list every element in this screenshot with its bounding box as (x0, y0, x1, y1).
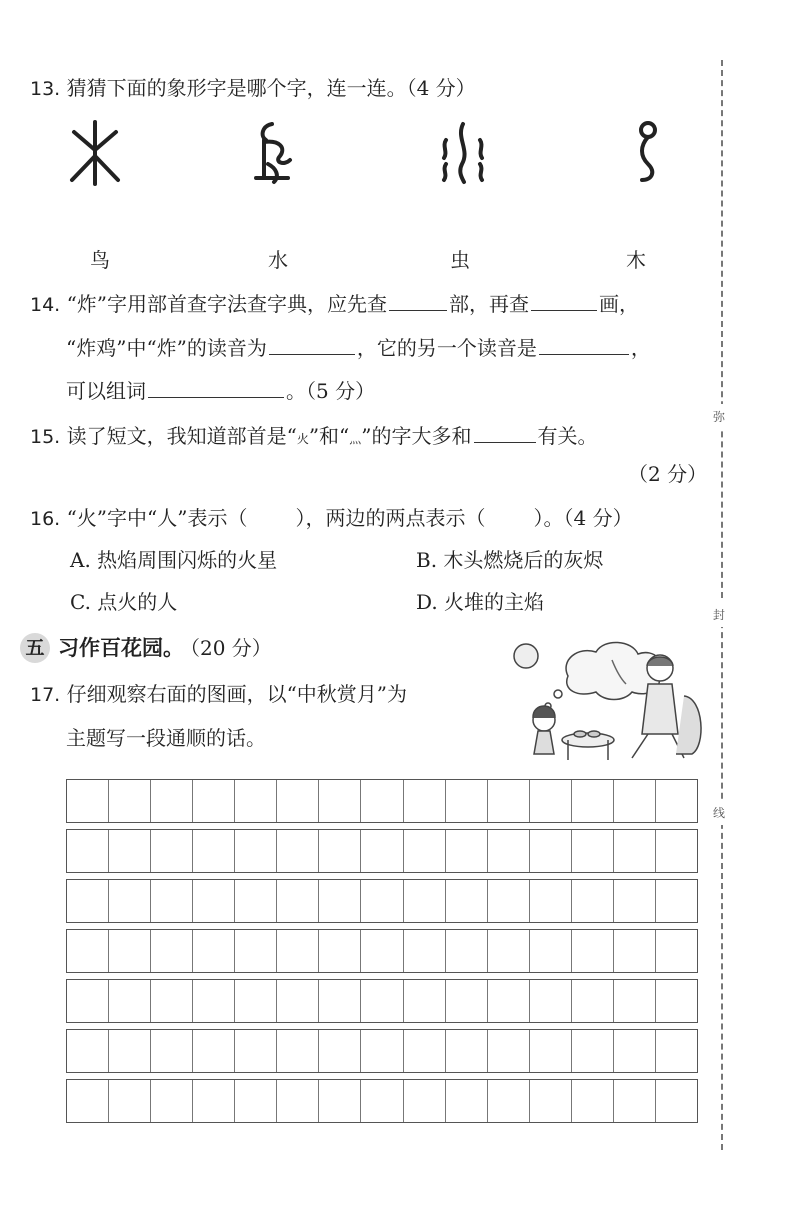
option-d: D. 火堆的主焰 (416, 590, 545, 614)
grid-cell[interactable] (109, 1080, 151, 1122)
grid-cell[interactable] (235, 1030, 277, 1072)
grid-cell[interactable] (614, 930, 656, 972)
question-16 (30, 504, 633, 533)
answer-option-2: 水 (268, 248, 288, 272)
grid-cell[interactable] (319, 880, 361, 922)
grid-row (66, 879, 698, 923)
grid-cell[interactable] (235, 880, 277, 922)
grid-cell[interactable] (530, 1080, 572, 1122)
grid-cell[interactable] (488, 930, 530, 972)
question-number: 15. (30, 426, 61, 448)
grid-cell[interactable] (446, 930, 488, 972)
grid-cell[interactable] (404, 830, 446, 872)
question-text: ，它的另一个读音是 (356, 336, 537, 360)
grid-cell[interactable] (572, 880, 614, 922)
grid-cell[interactable] (530, 980, 572, 1022)
grid-cell[interactable] (614, 880, 656, 922)
grid-cell[interactable] (361, 780, 403, 822)
grid-cell[interactable] (277, 980, 319, 1022)
grid-cell[interactable] (109, 930, 151, 972)
grid-cell[interactable] (319, 1030, 361, 1072)
grid-cell[interactable] (151, 830, 193, 872)
grid-cell[interactable] (151, 930, 193, 972)
grid-cell[interactable] (446, 1030, 488, 1072)
grid-cell[interactable] (193, 1030, 235, 1072)
question-text: 部，再查 (449, 292, 530, 316)
grid-cell[interactable] (488, 1080, 530, 1122)
grid-cell[interactable] (656, 1080, 697, 1122)
grid-cell[interactable] (193, 780, 235, 822)
question-13 (30, 74, 476, 103)
grid-cell[interactable] (656, 880, 697, 922)
grid-cell[interactable] (614, 1080, 656, 1122)
grid-cell[interactable] (193, 880, 235, 922)
grid-cell[interactable] (404, 980, 446, 1022)
grid-cell[interactable] (404, 780, 446, 822)
mid-autumn-illustration (508, 636, 708, 766)
grid-cell[interactable] (361, 880, 403, 922)
question-text: ）。（4 分） (533, 506, 633, 530)
side-mark-xian: 线 (713, 800, 725, 825)
grid-cell[interactable] (109, 780, 151, 822)
grid-cell[interactable] (67, 980, 109, 1022)
grid-cell[interactable] (446, 780, 488, 822)
grid-cell[interactable] (67, 880, 109, 922)
grid-row (66, 829, 698, 873)
grid-cell[interactable] (109, 880, 151, 922)
section-badge: 五 (20, 633, 50, 663)
grid-cell[interactable] (235, 780, 277, 822)
grid-cell[interactable] (67, 1030, 109, 1072)
answer-blank[interactable] (539, 334, 629, 355)
answer-option-3: 虫 (450, 248, 470, 272)
question-number: 14. (30, 294, 61, 316)
grid-cell[interactable] (151, 980, 193, 1022)
grid-cell[interactable] (67, 830, 109, 872)
question-text: 读了短文，我知道部首是“ (66, 424, 297, 448)
grid-cell[interactable] (277, 1030, 319, 1072)
radical-huo-dots: 灬 (349, 432, 362, 446)
grid-cell[interactable] (235, 1080, 277, 1122)
grid-cell[interactable] (109, 980, 151, 1022)
grid-cell[interactable] (656, 1030, 697, 1072)
chong-pictograph-icon (612, 118, 682, 188)
grid-cell[interactable] (67, 780, 109, 822)
grid-cell[interactable] (656, 980, 697, 1022)
grid-cell[interactable] (151, 1030, 193, 1072)
grid-cell[interactable] (319, 980, 361, 1022)
grid-cell[interactable] (530, 880, 572, 922)
writing-grid[interactable] (66, 779, 698, 1129)
side-mark-mi: 弥 (713, 404, 725, 429)
grid-row (66, 779, 698, 823)
grid-cell[interactable] (361, 830, 403, 872)
grid-cell[interactable] (319, 830, 361, 872)
option-c: C. 点火的人 (70, 590, 178, 614)
grid-cell[interactable] (319, 780, 361, 822)
section-title: 习作百花园。 (58, 636, 184, 660)
answer-blank[interactable] (389, 290, 447, 311)
grid-cell[interactable] (404, 1080, 446, 1122)
option-a: A. 热焰周围闪烁的火星 (70, 548, 278, 572)
grid-cell[interactable] (530, 930, 572, 972)
question-14-line-2 (66, 334, 651, 362)
mu-pictograph-icon (60, 118, 130, 188)
question-text: “火”字中“人”表示（ (66, 506, 248, 530)
question-text: “炸”字用部首查字法查字典，应先查 (66, 292, 388, 316)
grid-cell[interactable] (656, 830, 697, 872)
grid-cell[interactable] (614, 1030, 656, 1072)
grid-cell[interactable] (488, 830, 530, 872)
grid-cell[interactable] (361, 980, 403, 1022)
grid-cell[interactable] (488, 780, 530, 822)
grid-cell[interactable] (361, 1080, 403, 1122)
grid-cell[interactable] (656, 780, 697, 822)
grid-cell[interactable] (235, 930, 277, 972)
grid-cell[interactable] (193, 980, 235, 1022)
grid-cell[interactable] (404, 930, 446, 972)
grid-cell[interactable] (572, 780, 614, 822)
question-15 (30, 422, 598, 453)
question-number: 16. (30, 508, 61, 530)
question-text: 。（5 分） (286, 379, 376, 403)
grid-cell[interactable] (361, 930, 403, 972)
grid-cell[interactable] (572, 1080, 614, 1122)
question-text: ），两边的两点表示（ (295, 506, 486, 530)
answer-option-4: 木 (626, 248, 646, 272)
grid-cell[interactable] (614, 980, 656, 1022)
answer-blank[interactable] (531, 290, 597, 311)
answer-option-1: 鸟 (90, 248, 110, 272)
grid-cell[interactable] (193, 930, 235, 972)
question-text: 猜猜下面的象形字是哪个字，连一连。（4 分） (66, 76, 476, 100)
grid-cell[interactable] (530, 1030, 572, 1072)
question-14-line-1 (30, 290, 639, 319)
option-b: B. 木头燃烧后的灰烬 (416, 548, 604, 572)
grid-cell[interactable] (193, 1080, 235, 1122)
grid-cell[interactable] (488, 880, 530, 922)
grid-cell[interactable] (151, 780, 193, 822)
grid-cell[interactable] (614, 780, 656, 822)
niao-pictograph-icon (240, 118, 310, 188)
side-mark-feng: 封 (713, 602, 725, 627)
grid-row (66, 1029, 698, 1073)
question-text: 可以组词 (66, 379, 146, 403)
question-text: ， (630, 336, 651, 360)
grid-cell[interactable] (404, 880, 446, 922)
grid-cell[interactable] (277, 930, 319, 972)
grid-cell[interactable] (67, 930, 109, 972)
question-text: ”的字大多和 (361, 424, 472, 448)
answer-blank[interactable] (474, 422, 536, 443)
grid-cell[interactable] (151, 880, 193, 922)
grid-cell[interactable] (530, 780, 572, 822)
grid-cell[interactable] (446, 830, 488, 872)
grid-cell[interactable] (572, 930, 614, 972)
question-text: 有关。 (537, 424, 598, 448)
grid-cell[interactable] (109, 1030, 151, 1072)
grid-cell[interactable] (572, 1030, 614, 1072)
answer-blank[interactable] (269, 334, 355, 355)
grid-cell[interactable] (151, 1080, 193, 1122)
grid-cell[interactable] (614, 830, 656, 872)
question-15-score: （2 分） (628, 462, 708, 486)
grid-cell[interactable] (235, 980, 277, 1022)
grid-cell[interactable] (446, 1080, 488, 1122)
question-number: 13. (30, 78, 61, 100)
question-14-line-3 (66, 377, 375, 405)
grid-cell[interactable] (488, 1030, 530, 1072)
grid-row (66, 979, 698, 1023)
grid-cell[interactable] (572, 980, 614, 1022)
answer-blank[interactable] (148, 377, 284, 398)
grid-cell[interactable] (361, 1030, 403, 1072)
grid-cell[interactable] (193, 830, 235, 872)
grid-cell[interactable] (277, 780, 319, 822)
question-text: 画， (599, 292, 640, 316)
question-text: 仔细观察右面的图画，以“中秋赏月”为 (66, 682, 408, 706)
grid-cell[interactable] (446, 980, 488, 1022)
grid-cell[interactable] (67, 1080, 109, 1122)
shui-pictograph-icon (428, 118, 498, 188)
section-score: （20 分） (180, 636, 272, 660)
grid-cell[interactable] (530, 830, 572, 872)
grid-row (66, 1079, 698, 1123)
grid-cell[interactable] (446, 880, 488, 922)
question-text: “炸鸡”中“炸”的读音为 (66, 336, 267, 360)
radical-huo: 火 (296, 432, 309, 446)
grid-cell[interactable] (319, 930, 361, 972)
grid-cell[interactable] (277, 830, 319, 872)
grid-cell[interactable] (277, 880, 319, 922)
grid-cell[interactable] (572, 830, 614, 872)
grid-cell[interactable] (488, 980, 530, 1022)
question-number: 17. (30, 684, 61, 706)
question-text: ”和“ (308, 424, 350, 448)
question-17-line-2: 主题写一段通顺的话。 (66, 726, 266, 750)
grid-row (66, 929, 698, 973)
question-17-line-1 (30, 680, 407, 709)
grid-cell[interactable] (319, 1080, 361, 1122)
grid-cell[interactable] (656, 930, 697, 972)
grid-cell[interactable] (277, 1080, 319, 1122)
grid-cell[interactable] (235, 830, 277, 872)
grid-cell[interactable] (109, 830, 151, 872)
grid-cell[interactable] (404, 1030, 446, 1072)
